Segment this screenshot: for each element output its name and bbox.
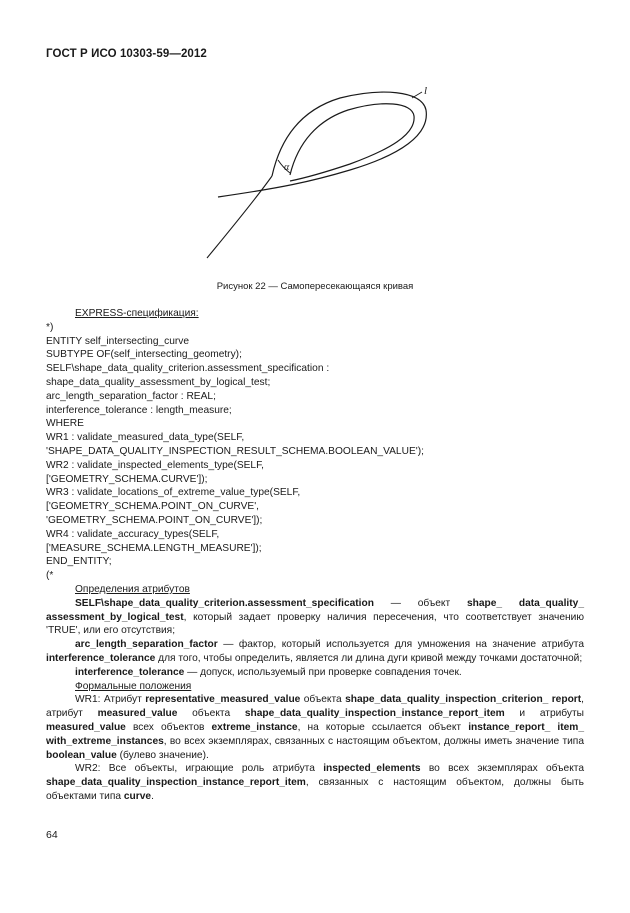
express-line: 'SHAPE_DATA_QUALITY_INSPECTION_RESULT_SCHEMA.BOOLEAN_VALUE'); <box>46 445 424 457</box>
rule-wr2-paragraph <box>46 762 584 803</box>
page-number: 64 <box>46 829 58 841</box>
rule-term: shape_data_quality_inspection_instance_report_item <box>46 777 306 789</box>
attributes-heading: Определения атрибутов <box>75 583 190 595</box>
rule-text: , на которые ссылается объект <box>297 721 469 733</box>
rule-term: instance_report_ item_ with_extreme_instances <box>46 721 585 747</box>
rule-text: WR2: Все объекты, играющие роль атрибута <box>75 763 324 775</box>
rule-text: объекта <box>177 708 245 720</box>
express-line: WHERE <box>46 418 84 430</box>
express-line: ['MEASURE_SCHEMA.LENGTH_MEASURE']); <box>46 542 262 554</box>
rule-text: . <box>151 790 154 802</box>
express-line: ['GEOMETRY_SCHEMA.CURVE']); <box>46 473 208 485</box>
rule-term: curve <box>123 790 152 802</box>
express-line: arc_length_separation_factor : REAL; <box>46 390 216 402</box>
rule-text: , атрибут <box>46 694 584 720</box>
attribute-paragraph: interference_tolerance — допуск, используемый при проверке совпадения точек. <box>75 666 462 678</box>
express-line: WR4 : validate_accuracy_types(SELF, <box>46 528 220 540</box>
rule-term: inspected_elements <box>323 763 421 775</box>
figure-caption: Рисунок 22 — Самопересекающаяся кривая <box>216 281 414 292</box>
document-body <box>46 307 584 804</box>
express-line: *) <box>46 321 54 333</box>
rule-term: extreme_instance <box>211 721 298 733</box>
rule-term: representative_measured_value <box>145 694 301 706</box>
rule-text: (булево значение). <box>116 749 209 761</box>
express-line: interference_tolerance : length_measure; <box>46 404 232 416</box>
curve-diagram <box>200 80 450 280</box>
rule-text: , связанных с настоящим объектом, должны быть объектами типа <box>46 777 584 802</box>
express-line: WR3 : validate_locations_of_extreme_value_type(SELF, <box>46 487 301 499</box>
angle-label: α <box>284 162 290 173</box>
express-line: 'GEOMETRY_SCHEMA.POINT_ON_CURVE']); <box>46 514 263 526</box>
rule-term: measured_value <box>97 708 178 720</box>
curve-label: l <box>424 85 428 97</box>
attribute-paragraph: arc_length_separation_factor — фактор, который используется для умножения на значение атрибута interference_tolerance для того, чтобы определить, является ли длина дуги кривой между точками достаточной; <box>46 639 584 664</box>
rule-term: measured_value <box>46 721 126 733</box>
express-heading: EXPRESS-спецификация: <box>75 308 199 319</box>
express-line: WR2 : validate_inspected_elements_type(SELF, <box>46 459 265 471</box>
attribute-paragraph: SELF\shape_data_quality_criterion.assessment_specification — объект shape_ data_quality_ assessment_by_logical_test, который задает проверку наличия пересечения, что соответствует значению 'TRUE', или его отсутствия; <box>46 597 584 637</box>
self-intersecting-curve-figure <box>200 80 450 280</box>
express-line: (* <box>46 570 54 582</box>
rule-text: объекта <box>300 694 346 706</box>
label-leader <box>412 92 422 98</box>
curve-tail <box>207 176 272 258</box>
rule-term: shape_data_quality_inspection_criterion_ report <box>345 694 582 706</box>
rule-text: WR1: Атрибут <box>75 694 146 706</box>
rule-term: boolean_value <box>46 749 117 761</box>
rules-heading: Формальные положения <box>75 680 192 692</box>
express-line: shape_data_quality_assessment_by_logical_test; <box>46 376 271 388</box>
express-line: END_ENTITY; <box>46 556 112 568</box>
rule-wr1-paragraph <box>46 693 584 762</box>
rule-term: shape_data_quality_inspection_instance_report_item <box>244 708 505 720</box>
rule-text: всех объектов <box>125 721 212 733</box>
express-line: ENTITY self_intersecting_curve <box>46 335 190 347</box>
curve-loop-outer <box>218 92 426 197</box>
rule-text: и атрибуты <box>504 708 584 720</box>
rule-text: во всех экземплярах объекта <box>420 763 584 775</box>
rule-text: , во всех экземплярах, связанных с настоящим объектом, должны иметь значение типа <box>163 735 584 747</box>
express-line: SELF\shape_data_quality_criterion.assessment_specification : <box>46 363 330 375</box>
express-line: SUBTYPE OF(self_intersecting_geometry); <box>46 349 242 361</box>
document-header: ГОСТ Р ИСО 10303-59—2012 <box>46 48 207 60</box>
express-line: ['GEOMETRY_SCHEMA.POINT_ON_CURVE', <box>46 501 259 513</box>
express-line: WR1 : validate_measured_data_type(SELF, <box>46 432 245 444</box>
